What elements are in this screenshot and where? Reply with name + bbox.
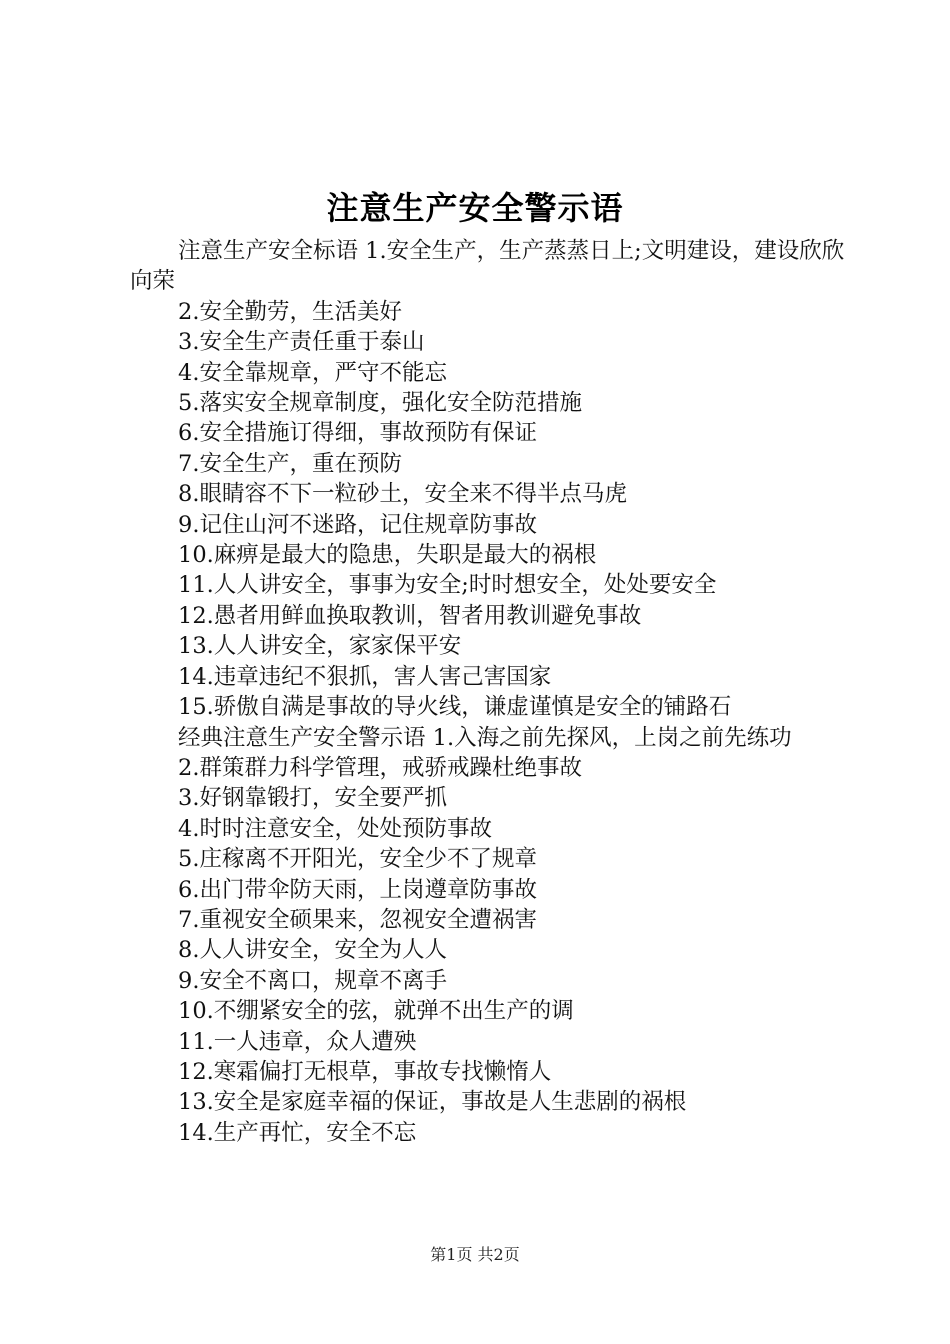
section1-lead: 注意生产安全标语 1.安全生产，生产蒸蒸日上;文明建设，建设欣欣向荣: [130, 238, 845, 295]
list-item: 12.寒霜偏打无根草，事故专找懒惰人: [178, 1058, 552, 1085]
list-item: 10.不绷紧安全的弦，就弹不出生产的调: [178, 998, 574, 1025]
section2-lead: 经典注意生产安全警示语 1.入海之前先探风，上岗之前先练功: [178, 724, 792, 751]
document-body: [130, 236, 850, 1148]
list-item: 11.人人讲安全，事事为安全;时时想安全，处处要安全: [178, 572, 717, 599]
list-item: 3.安全生产责任重于泰山: [178, 329, 425, 356]
list-item: 15.骄傲自满是事故的导火线，谦虚谨慎是安全的铺路石: [178, 694, 732, 721]
list-item: 14.生产再忙，安全不忘: [178, 1119, 417, 1146]
list-item: 5.庄稼离不开阳光，安全少不了规章: [178, 846, 537, 873]
list-item: 11.一人违章，众人遭殃: [178, 1028, 417, 1055]
list-item: 6.出门带伞防天雨，上岗遵章防事故: [178, 876, 537, 903]
list-item: 7.重视安全硕果来，忽视安全遭祸害: [178, 906, 537, 933]
list-item: 4.安全靠规章，严守不能忘: [178, 359, 447, 386]
list-item: 2.安全勤劳，生活美好: [178, 298, 402, 325]
list-item: 3.好钢靠锻打，安全要严抓: [178, 785, 447, 812]
page-footer: 第1页 共2页: [430, 1245, 520, 1264]
list-item: 14.违章违纪不狠抓，害人害己害国家: [178, 663, 552, 690]
page-title: 注意生产安全警示语: [326, 189, 624, 227]
list-item: 12.愚者用鲜血换取教训，智者用教训避免事故: [178, 602, 642, 629]
list-item: 9.安全不离口，规章不离手: [178, 967, 447, 994]
list-item: 8.眼睛容不下一粒砂土，安全来不得半点马虎: [178, 481, 627, 508]
list-item: 13.安全是家庭幸福的保证，事故是人生悲剧的祸根: [178, 1089, 687, 1116]
list-item: 9.记住山河不迷路，记住规章防事故: [178, 511, 537, 538]
list-item: 13.人人讲安全，家家保平安: [178, 633, 462, 660]
list-item: 5.落实安全规章制度，强化安全防范措施: [178, 390, 582, 417]
list-item: 8.人人讲安全，安全为人人: [178, 937, 447, 964]
list-item: 7.安全生产，重在预防: [178, 450, 402, 477]
list-item: 2.群策群力科学管理，戒骄戒躁杜绝事故: [178, 754, 582, 781]
list-item: 4.时时注意安全，处处预防事故: [178, 815, 492, 842]
list-item: 10.麻痹是最大的隐患，失职是最大的祸根: [178, 542, 597, 569]
list-item: 6.安全措施订得细，事故预防有保证: [178, 420, 537, 447]
